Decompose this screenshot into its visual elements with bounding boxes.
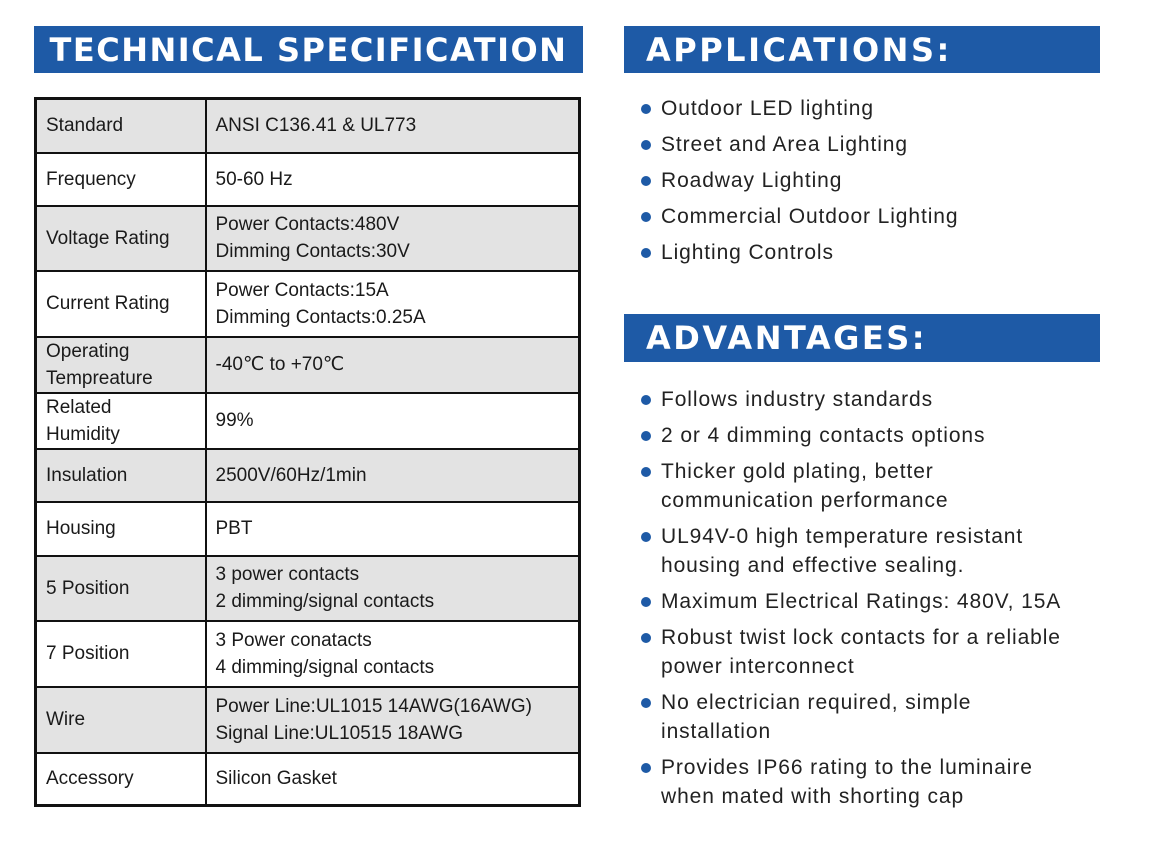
advantages-heading: ADVANTAGES: xyxy=(624,314,1100,362)
bullet-icon xyxy=(641,698,651,708)
applications-item-text: Lighting Controls xyxy=(661,241,834,264)
applications-item xyxy=(638,238,1108,267)
spec-value xyxy=(206,206,580,271)
spec-row xyxy=(36,502,580,556)
spec-label xyxy=(36,502,206,556)
spec-value-text: Power Contacts:480V xyxy=(215,214,400,235)
bullet-icon xyxy=(641,763,651,773)
spec-label xyxy=(36,393,206,449)
advantages-item xyxy=(638,623,1108,681)
applications-item-text: Outdoor LED lighting xyxy=(661,97,874,120)
spec-value-text: PBT xyxy=(215,518,253,539)
bullet-icon xyxy=(641,104,651,114)
spec-value-text: ANSI C136.41 & UL773 xyxy=(215,115,417,137)
spec-value xyxy=(206,753,580,806)
spec-label xyxy=(36,621,206,687)
spec-value-text: Power Line:UL1015 14AWG(16AWG) xyxy=(215,695,532,717)
advantages-item xyxy=(638,457,1108,515)
spec-label xyxy=(36,153,206,206)
spec-row xyxy=(36,621,580,687)
bullet-icon xyxy=(641,532,651,542)
applications-item xyxy=(638,130,1108,159)
applications-item xyxy=(638,166,1108,195)
spec-value xyxy=(206,621,580,687)
spec-value xyxy=(206,271,580,337)
spec-label-text: 7 Position xyxy=(46,643,130,664)
spec-row xyxy=(36,393,580,449)
bullet-icon xyxy=(641,633,651,643)
spec-label-text: Insulation xyxy=(46,464,128,486)
spec-label xyxy=(36,99,206,153)
spec-row xyxy=(36,687,580,753)
spec-value xyxy=(206,337,580,393)
spec-label xyxy=(36,687,206,753)
advantages-item-text: Thicker gold plating, better communication performance xyxy=(661,460,949,512)
bullet-icon xyxy=(641,248,651,258)
spec-value xyxy=(206,449,580,502)
spec-row xyxy=(36,449,580,502)
spec-row xyxy=(36,753,580,806)
spec-value xyxy=(206,393,580,449)
spec-value-text: Dimming Contacts:30V xyxy=(215,241,410,262)
spec-row xyxy=(36,99,580,153)
advantages-item-text: No electrician required, simple installation xyxy=(661,691,972,743)
technical-specification-heading: TECHNICAL SPECIFICATION xyxy=(34,26,583,73)
advantages-item-text: Provides IP66 rating to the luminaire when mated with shorting cap xyxy=(661,756,1033,808)
advantages-item-text: Maximum Electrical Ratings: 480V, 15A xyxy=(661,590,1062,613)
spec-label-text: Humidity xyxy=(46,423,120,445)
spec-label xyxy=(36,271,206,337)
spec-value xyxy=(206,153,580,206)
applications-item xyxy=(638,202,1108,231)
spec-value-text: 2500V/60Hz/1min xyxy=(215,464,367,486)
advantages-item xyxy=(638,421,1108,450)
spec-row xyxy=(36,153,580,206)
spec-label-text: Tempreature xyxy=(46,367,153,389)
advantages-item-text: UL94V-0 high temperature resistant housing and effective sealing. xyxy=(661,525,1024,577)
spec-value-text: 3 power contacts xyxy=(215,564,360,585)
bullet-icon xyxy=(641,431,651,441)
bullet-icon xyxy=(641,597,651,607)
applications-item-text: Commercial Outdoor Lighting xyxy=(661,205,959,228)
spec-label-text: Accessory xyxy=(46,768,134,790)
advantages-item xyxy=(638,587,1108,616)
advantages-item xyxy=(638,753,1108,811)
spec-label-text: Current Rating xyxy=(46,293,170,314)
spec-value xyxy=(206,687,580,753)
spec-value-text: Dimming Contacts:0.25A xyxy=(215,306,426,328)
applications-item-text: Roadway Lighting xyxy=(661,169,843,192)
bullet-icon xyxy=(641,140,651,150)
advantages-item xyxy=(638,385,1108,414)
advantages-item-text: 2 or 4 dimming contacts options xyxy=(661,424,986,447)
specification-table xyxy=(34,97,581,807)
bullet-icon xyxy=(641,395,651,405)
spec-label xyxy=(36,449,206,502)
spec-label-text: Standard xyxy=(46,115,124,137)
advantages-item xyxy=(638,688,1108,746)
spec-row xyxy=(36,337,580,393)
spec-value-text: 99% xyxy=(215,410,254,431)
bullet-icon xyxy=(641,176,651,186)
spec-label xyxy=(36,556,206,621)
advantages-item-text: Robust twist lock contacts for a reliable power interconnect xyxy=(661,626,1061,678)
spec-label-text: Housing xyxy=(46,518,116,539)
spec-value xyxy=(206,99,580,153)
spec-value xyxy=(206,556,580,621)
advantages-item-text: Follows industry standards xyxy=(661,388,934,411)
spec-label-text: 5 Position xyxy=(46,577,130,599)
applications-list xyxy=(638,94,1108,274)
spec-label-text: Related xyxy=(46,396,112,418)
bullet-icon xyxy=(641,212,651,222)
spec-label xyxy=(36,206,206,271)
spec-value-text: 3 Power conatacts xyxy=(215,629,372,651)
advantages-list xyxy=(638,385,1108,818)
spec-row xyxy=(36,271,580,337)
spec-value-text: 2 dimming/signal contacts xyxy=(215,591,435,612)
spec-label xyxy=(36,337,206,393)
spec-label-text: Operating xyxy=(46,340,130,362)
advantages-item xyxy=(638,522,1108,580)
spec-value xyxy=(206,502,580,556)
spec-value-text: Power Contacts:15A xyxy=(215,279,389,301)
bullet-icon xyxy=(641,467,651,477)
spec-label xyxy=(36,753,206,806)
spec-label-text: Wire xyxy=(46,709,86,730)
applications-item xyxy=(638,94,1108,123)
spec-value-text: Silicon Gasket xyxy=(215,768,337,790)
spec-label-text: Voltage Rating xyxy=(46,227,170,249)
spec-value-text: 50-60 Hz xyxy=(215,168,293,190)
applications-item-text: Street and Area Lighting xyxy=(661,133,908,156)
spec-value-text: Signal Line:UL10515 18AWG xyxy=(215,722,464,744)
spec-value-text: -40℃ to +70℃ xyxy=(215,354,345,375)
spec-value-text: 4 dimming/signal contacts xyxy=(215,656,435,678)
spec-label-text: Frequency xyxy=(46,168,136,190)
spec-row xyxy=(36,556,580,621)
applications-heading: APPLICATIONS: xyxy=(624,26,1100,73)
spec-row xyxy=(36,206,580,271)
